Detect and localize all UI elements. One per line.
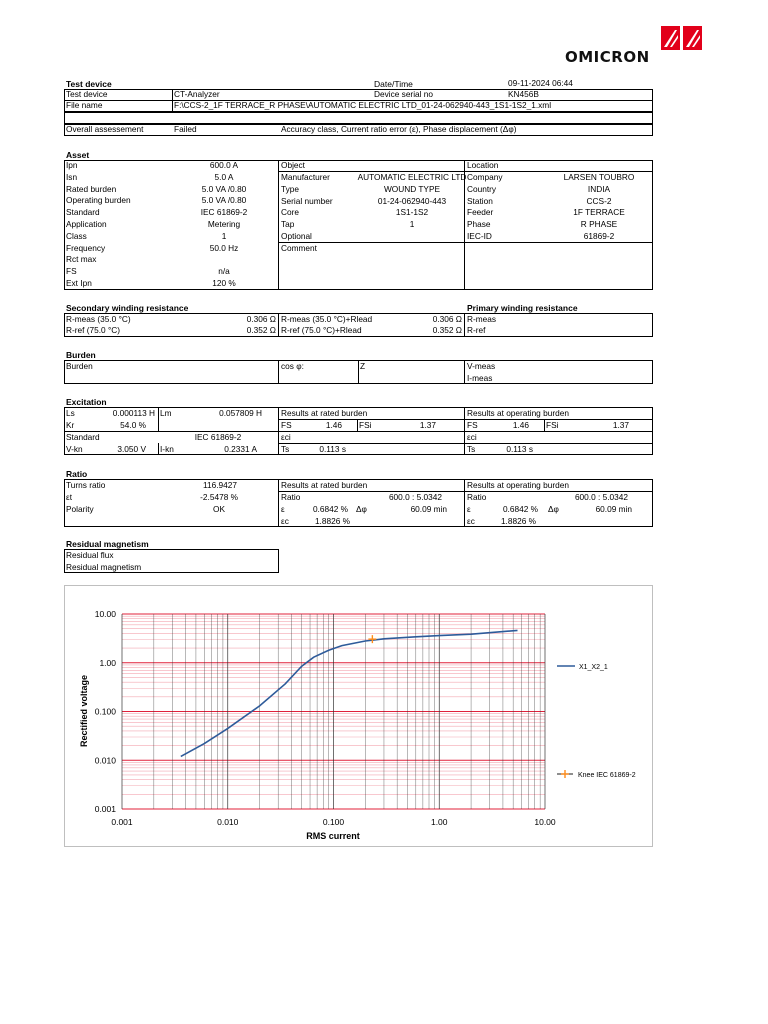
asset-left-label: Ext Ipn	[66, 278, 92, 288]
asset-object-label: Optional	[281, 231, 312, 241]
test-device-value: CT-Analyzer	[174, 89, 220, 99]
asset-location-value: 1F TERRACE	[573, 207, 625, 218]
lm-label: Lm	[160, 408, 172, 418]
x-tick-label: 10.00	[534, 817, 556, 827]
asset-object-value: 1S1-1S2	[395, 207, 429, 218]
asset-left-label: Isn	[66, 171, 78, 182]
ratio-operating-heading: Results at operating burden	[467, 480, 569, 490]
ratio-rated-value: 600.0 : 5.0342	[388, 492, 442, 502]
exc-rated-ts-label: Ts	[281, 444, 290, 454]
exc-op-ts-label: Ts	[467, 444, 476, 454]
turns-ratio-label: Turns ratio	[66, 480, 106, 490]
burden-label: Burden	[66, 361, 93, 371]
x-tick-label: 0.100	[322, 817, 345, 827]
residual-heading: Residual magnetism	[66, 539, 149, 549]
asset-left-label: Rct max	[66, 254, 97, 265]
x-tick-label: 0.001	[111, 817, 133, 827]
secondary-winding-heading: Secondary winding resistance	[66, 303, 189, 313]
burden-heading: Burden	[66, 350, 96, 360]
ratio-op-dphi-label: Δφ	[548, 504, 559, 514]
winding-r-meas-lead-value: 0.306 Ω	[432, 314, 462, 324]
polarity-label: Polarity	[66, 504, 94, 514]
asset-object-label: Serial number	[281, 195, 333, 206]
datetime-value: 09-11-2024 06:44	[508, 78, 573, 88]
ratio-rated-ec-label: εc	[281, 516, 289, 526]
ratio-op-ec-label: εc	[467, 516, 475, 526]
exc-op-fs-value: 1.46	[512, 420, 529, 430]
brand-name: OMICRON	[565, 48, 650, 66]
asset-location-label: IEC-ID	[467, 231, 492, 241]
ls-value: 0.000113 H	[112, 408, 155, 418]
asset-location-label: Phase	[467, 219, 491, 230]
asset-left-label: FS	[66, 266, 77, 277]
ratio-rated-dphi-label: Δφ	[356, 504, 367, 514]
asset-location-value: 61869-2	[583, 231, 615, 241]
winding-r-meas-label: R-meas (35.0 °C)	[66, 314, 131, 324]
vkn-label: V-kn	[66, 444, 83, 454]
ratio-op-dphi-value: 60.09 min	[595, 504, 632, 514]
asset-left-label: Class	[66, 230, 87, 241]
asset-object-value: WOUND TYPE	[383, 183, 441, 194]
ratio-heading: Ratio	[66, 469, 88, 479]
asset-object-value: AUTOMATIC ELECTRIC LTD	[357, 172, 467, 182]
asset-left-label: Frequency	[66, 242, 106, 253]
location-label: Location	[467, 160, 499, 170]
winding-r-ref-lead-label: R-ref (75.0 °C)+Rlead	[281, 325, 362, 335]
residual-flux-label: Residual flux	[66, 550, 114, 560]
asset-left-label: Standard	[66, 207, 100, 218]
et-label: εt	[66, 492, 73, 502]
test-device-label: Test device	[66, 89, 108, 99]
ratio-rated-ec-value: 1.8826 %	[314, 516, 350, 526]
winding-r-meas-value: 0.306 Ω	[246, 314, 276, 324]
asset-left-value: 5.0 VA /0.80	[201, 183, 247, 194]
v-meas-label: V-meas	[467, 361, 496, 371]
asset-object-value: 01-24-062940-443	[377, 195, 447, 206]
asset-object-label: Type	[281, 183, 299, 194]
i-meas-label: I-meas	[467, 373, 493, 383]
ratio-rated-label: Ratio	[281, 492, 301, 502]
y-tick-label: 0.100	[94, 706, 116, 717]
asset-left-value: n/a	[218, 266, 230, 277]
asset-object-label: Core	[281, 207, 299, 218]
excitation-chart	[64, 585, 653, 847]
spacer-row	[64, 112, 653, 124]
excitation-heading: Excitation	[66, 397, 107, 407]
polarity-value: OK	[213, 504, 225, 514]
exc-op-ts-value: 0.113 s	[506, 444, 533, 454]
object-label: Object	[281, 160, 305, 170]
asset-object-label: Tap	[281, 219, 295, 230]
exc-rated-eci-label: εci	[281, 432, 291, 442]
exc-op-fs-label: FS	[467, 420, 478, 430]
asset-location-label: Feeder	[467, 207, 494, 218]
asset-location-value: INDIA	[587, 183, 611, 194]
y-tick-label: 0.010	[94, 755, 116, 766]
asset-left-label: Rated burden	[66, 183, 117, 194]
asset-left-value: 120 %	[212, 278, 236, 288]
asset-left-label: Operating burden	[66, 195, 131, 206]
ratio-op-label: Ratio	[467, 492, 487, 502]
ratio-op-ec-value: 1.8826 %	[500, 516, 536, 526]
asset-left-value: 1	[221, 230, 227, 241]
cos-phi-label: cos φ:	[281, 361, 304, 371]
asset-location-value: CCS-2	[586, 195, 612, 206]
z-label: Z	[360, 361, 366, 371]
y-tick-label: 1.00	[99, 657, 116, 668]
winding-r-ref-lead-value: 0.352 Ω	[432, 325, 462, 335]
ratio-op-value: 600.0 : 5.0342	[574, 492, 628, 502]
vkn-value: 3.050 V	[117, 444, 146, 454]
comment-label: Comment	[281, 243, 317, 253]
y-tick-label: 0.001	[94, 804, 116, 814]
asset-left-value: 5.0 VA /0.80	[201, 195, 247, 206]
residual-magnetism-label: Residual magnetism	[66, 562, 142, 572]
exc-operating-heading: Results at operating burden	[467, 408, 569, 418]
winding-r-ref-value: 0.352 Ω	[246, 325, 276, 335]
legend-entry: X1_X2_1	[579, 664, 608, 671]
asset-left-value: IEC 61869-2	[200, 207, 248, 218]
exc-op-fsi-label: FSi	[546, 420, 559, 430]
standard-value: IEC 61869-2	[194, 432, 242, 442]
x-tick-label: 1.00	[430, 817, 448, 827]
turns-ratio-value: 116.9427	[203, 480, 237, 490]
serial-label: Device serial no	[374, 89, 434, 99]
test-device-heading: Test device	[66, 79, 112, 89]
exc-op-fsi-value: 1.37	[612, 420, 629, 430]
winding-r-meas-lead-label: R-meas (35.0 °C)+Rlead	[281, 314, 373, 324]
et-value: -2.5478 %	[200, 492, 238, 502]
excitation-chart-svg	[65, 586, 652, 846]
kr-value: 54.0 %	[120, 420, 146, 430]
exc-rated-ts-value: 0.113 s	[319, 444, 346, 454]
standard-label: Standard	[66, 432, 100, 442]
ratio-rated-e-value: 0.6842 %	[312, 504, 348, 514]
asset-location-label: Country	[467, 183, 497, 194]
ratio-rated-dphi-value: 60.09 min	[410, 504, 447, 514]
overall-label: Overall assessement	[66, 124, 144, 134]
exc-rated-heading: Results at rated burden	[281, 408, 368, 418]
primary-r-meas-label: R-meas	[467, 314, 497, 324]
exc-rated-fs-value: 1.46	[325, 420, 342, 430]
legend-entry: Knee IEC 61869-2	[578, 772, 636, 779]
ikn-value: 0.2331 A	[224, 444, 257, 454]
primary-r-ref-label: R-ref	[467, 325, 486, 335]
omicron-logo-icon	[661, 26, 703, 52]
datetime-label: Date/Time	[374, 79, 413, 89]
x-axis-label: RMS current	[306, 831, 360, 841]
ratio-rated-e-label: ε	[281, 504, 285, 514]
asset-left-value: 5.0 A	[214, 171, 234, 182]
ratio-op-e-label: ε	[467, 504, 471, 514]
exc-op-eci-label: εci	[467, 432, 477, 442]
asset-location-label: Station	[467, 195, 493, 206]
asset-location-label: Company	[467, 172, 503, 182]
file-label: File name	[66, 100, 103, 110]
asset-left-value: Metering	[207, 219, 241, 229]
file-value: F:\CCS-2_1F TERRACE_R PHASE\AUTOMATIC ELECTRIC LTD_01-24-062940-443_1S1-1S2_1.xml	[174, 100, 552, 110]
ikn-label: I-kn	[160, 444, 174, 454]
asset-location-value: LARSEN TOUBRO	[563, 172, 635, 182]
asset-left-label: Ipn	[66, 160, 78, 170]
x-tick-label: 0.010	[217, 817, 239, 827]
ratio-rated-heading: Results at rated burden	[281, 480, 368, 490]
asset-object-label: Manufacturer	[281, 172, 330, 182]
asset-location-value: R PHASE	[580, 219, 618, 230]
exc-rated-fs-label: FS	[281, 420, 292, 430]
asset-left-value: 50.0 Hz	[209, 242, 239, 253]
y-tick-label: 10.00	[94, 609, 116, 619]
ratio-op-e-value: 0.6842 %	[502, 504, 538, 514]
serial-value: KN456B	[508, 89, 539, 99]
winding-r-ref-label: R-ref (75.0 °C)	[66, 325, 121, 335]
overall-note: Accuracy class, Current ratio error (ε), Phase displacement (Δφ)	[281, 124, 517, 134]
overall-value: Failed	[174, 124, 197, 134]
asset-object-value: 1	[409, 219, 415, 230]
ls-label: Ls	[66, 408, 75, 418]
asset-left-label: Application	[66, 219, 107, 229]
lm-value: 0.057809 H	[219, 408, 262, 418]
series-line-X1_X2_1	[181, 630, 518, 756]
asset-heading: Asset	[66, 150, 90, 160]
omicron-logo	[565, 26, 705, 68]
asset-left-value: 600.0 A	[209, 160, 239, 170]
exc-rated-fsi-label: FSi	[359, 420, 372, 430]
primary-winding-heading: Primary winding resistance	[467, 303, 578, 313]
exc-rated-fsi-value: 1.37	[419, 420, 436, 430]
y-axis-label: Rectified voltage	[79, 674, 89, 748]
kr-label: Kr	[66, 420, 75, 430]
